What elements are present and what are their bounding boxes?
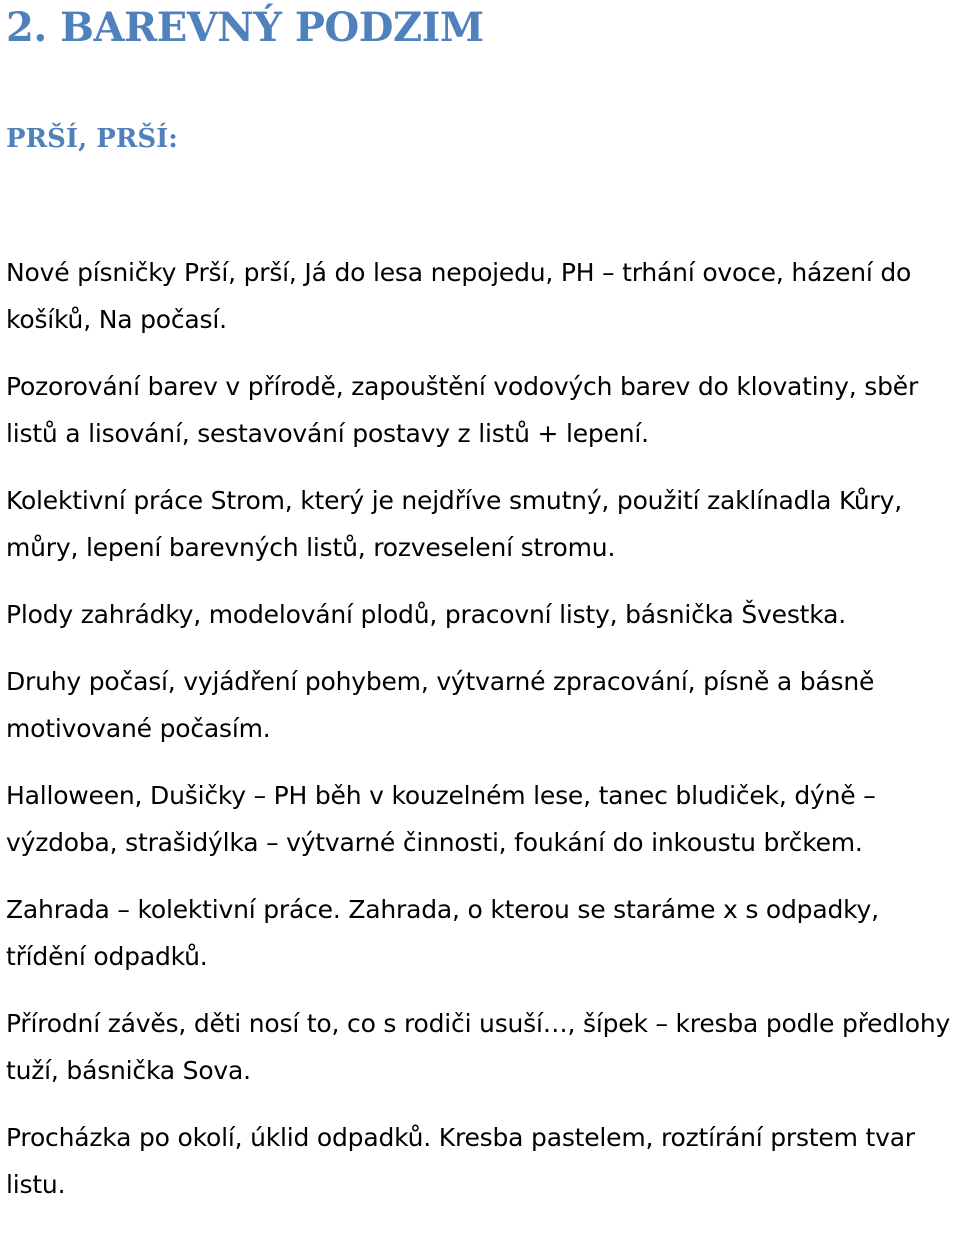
paragraph: Pozorování barev v přírodě, zapouštění vodových barev do klovatiny, sběr listů a lisování, sestavování postavy z listů + lepení. xyxy=(6,372,919,448)
paragraph: Plody zahrádky, modelování plodů, pracovní listy, básnička Švestka. xyxy=(6,600,846,629)
paragraph: Halloween, Dušičky – PH běh v kouzelném lese, tanec bludiček, dýně – výzdoba, strašidýlka – výtvarné činnosti, foukání do inkoustu brčkem. xyxy=(6,781,876,857)
section-subtitle: PRŠÍ, PRŠÍ: xyxy=(6,124,178,154)
paragraph: Zahrada – kolektivní práce. Zahrada, o kterou se staráme x s odpadky, třídění odpadků. xyxy=(6,895,879,971)
paragraph: Druhy počasí, vyjádření pohybem, výtvarné zpracování, písně a básně motivované počasím. xyxy=(6,667,875,743)
paragraph: Přírodní závěs, děti nosí to, co s rodiči usuší…, šípek – kresba podle předlohy tuží, básnička Sova. xyxy=(6,1009,951,1085)
document-title: 2. BAREVNÝ PODZIM xyxy=(6,4,484,51)
paragraph: Nové písničky Prší, prší, Já do lesa nepojedu, PH – trhání ovoce, házení do košíků, Na počasí. xyxy=(6,258,912,334)
paragraph: Procházka po okolí, úklid odpadků. Kresba pastelem, roztírání prstem tvar listu. xyxy=(6,1123,915,1199)
document-body xyxy=(6,249,956,1208)
paragraph: Kolektivní práce Strom, který je nejdříve smutný, použití zaklínadla Kůry, můry, lepení barevných listů, rozveselení stromu. xyxy=(6,486,902,562)
